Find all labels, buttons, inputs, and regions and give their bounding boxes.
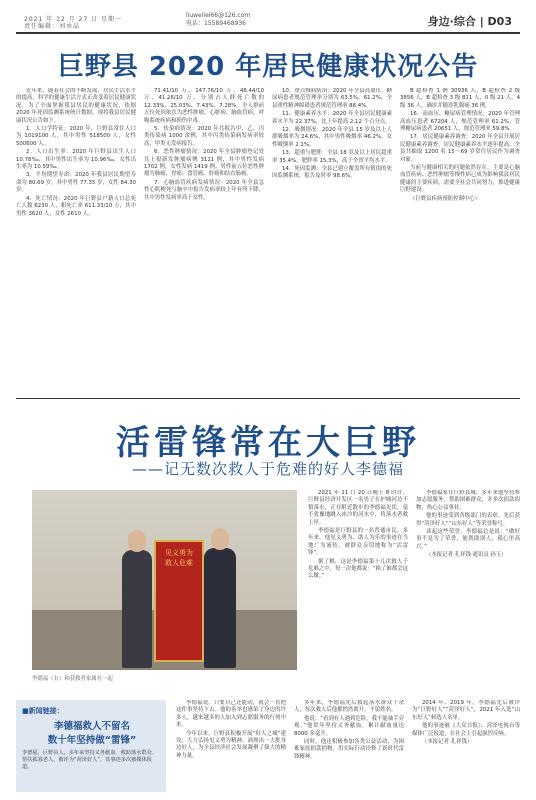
byline: （本报记者 孔祥钱） xyxy=(422,739,473,746)
email-line: liuweilei66@126.com xyxy=(186,12,251,19)
paragraph: 2．人口出生率：2020 年巨野县出生人口 10.78‰，其中男性出生率为 10.96‰，女性出生率为 10.59‰。 xyxy=(16,149,136,171)
date-line: 2021 年 12 月 27 日 星期一 xyxy=(24,16,122,23)
article2-subheadline: ——记无数次救人于危难的好人李德福 xyxy=(131,460,404,478)
paragraph: 2021 年 11 月 20 日晚上 8 时许，巨野县经济开发区一名男子在护城河边不慎落水，正在附近散步的李德福见状，毫不犹豫地跳入冰冷的河水中，将落水者救上岸。 xyxy=(308,490,408,526)
honor-banner xyxy=(154,540,204,662)
paragraph: 近年来，随着社会的不断发展，居民生活水平的提高，科学的健康生活方式正改变着居民健康状况。为了全面掌握我县居民的健康状况，依据 2020 年死因监测系统统计数据，现将我县居民健康状况公告如下。 xyxy=(16,88,136,124)
paragraph: 李德福说，只要自己还能动，就会一直把这件事坚持下去。他的善举也感染了身边的许多人，越来越多的人加入到志愿服务的行列中来。 xyxy=(176,700,286,729)
paragraph: B 超检查 1 例 30936 人，B 超检查 2 级 3856 人，B 超检查 3 级 811 人，0 级 21 人，4 级 36 人，确诊并随诊乳腺癌 36 例。 xyxy=(400,88,520,109)
paragraph: 同时，他还积极参加各类公益活动，为困难家庭捐款捐物，用实际行动诠释了新时代雷锋精神。 xyxy=(294,739,404,760)
paragraph: 今年以来，巨野县积极开展“好人之城”建设，大力弘扬见义勇为精神，涌现出一大批身边好人，为全县经济社会发展凝聚了强大的精神力量。 xyxy=(176,730,286,759)
article-divider xyxy=(16,398,520,399)
byline: （本报记者 孔祥钱 通讯员 孙玉） xyxy=(426,552,507,559)
article2-column-1 xyxy=(308,490,408,690)
newspaper-page xyxy=(16,10,520,792)
news-link-box xyxy=(16,700,166,792)
paragraph: （巨野县疾病预防控制中心） xyxy=(410,195,481,202)
paragraph: 他说：“看到有人遇到危险，我不能袖手旁观。”他常年坚持义务献血，累计献血量达 8000 多毫升。 xyxy=(294,715,404,737)
paragraph: 据了解，这是李德福第十几次救人于危难之中，每一次他都说：“换了谁都会这么做。” xyxy=(308,558,408,580)
header-rule xyxy=(16,32,520,34)
paragraph: 李德福是巨野县的一名普通市民，多年来，他见义勇为、助人为乐的事迹在当地广为流传，被群众亲切地称为“活雷锋”。 xyxy=(308,528,408,557)
paragraph: 71.41/10 万、147.76/10 万、46.44/10 万、41.26/10 万，分别占人群死亡数的 12.33%、25.03%、7.43%、7.28%。全人群前五位死因依次为恶性肿瘤、心脏病、脑血管病、呼吸系统疾病和损伤中毒。 xyxy=(144,88,264,124)
paragraph: 他的事迹受到各级部门的表彰，先后获得“菏泽好人”“山东好人”等荣誉称号。 xyxy=(416,513,520,527)
page-number-separator: | xyxy=(479,15,488,28)
news-link-body: 李德福，巨野县人，多年来坚持义务献血、救助落水群众、帮扶孤寡老人，被评为“菏泽好人”，其事迹多次被媒体报道。 xyxy=(22,750,157,770)
paragraph: 17．居民健康素养调查：2020 年全县开展居民健康素养调查，居民健康素养水平逐年提高，全县共抽取 1200 名 15～69 岁常住居民作为调查对象。 xyxy=(400,134,520,163)
person-left xyxy=(122,550,152,668)
paragraph: 10．重点慢病防治：2020 年全县高血压、糖尿病患者规范管理率分别为 63.5%、61.2%，全县重性精神障碍患者规范管理率 86.4%。 xyxy=(272,88,392,109)
paragraph: 13．超重与肥胖：全县 18 岁及以上居民超重率 35.4%，肥胖率 15.3%，高于全省平均水平。 xyxy=(272,150,392,164)
photo-caption: 李德福（右）和获救者家属在一起 xyxy=(32,676,113,682)
paragraph: 4．死亡情况：2020 年巨野县户籍人口总死亡人数 6230 人，粗死亡率 611.33/10 万，其中男性 3620 人，女性 2610 人。 xyxy=(16,195,136,217)
editor-line: 责任编辑：刘承晶 xyxy=(24,23,81,30)
article1-headline: 巨野县 2020 年居民健康状况公告 xyxy=(57,52,479,82)
article1-column-4 xyxy=(400,88,520,388)
news-link-title: 李德福救人不留名 数十年坚持做“雷锋” xyxy=(47,721,137,746)
paragraph: 5．传染病情况：2020 年共报告甲、乙、丙类传染病 1000 余例，其中丙类传染病发病率较高，甲类无发病报告。 xyxy=(144,126,264,147)
article2-column-2 xyxy=(416,490,520,690)
page-number: D03 xyxy=(487,15,512,28)
section-label xyxy=(428,13,512,29)
page-header xyxy=(16,10,520,30)
article1-column-2 xyxy=(144,88,264,388)
paragraph: 谈起这些荣誉，李德福总是说：“做好事不是为了荣誉，能帮助别人，我心里高兴。” xyxy=(416,529,520,550)
paragraph: 他的事迹被《大众日报》、菏泽电视台等媒体广泛报道，在社会上引起强烈反响。 xyxy=(412,723,520,737)
news-photo xyxy=(32,490,297,670)
person-right-head xyxy=(211,528,229,550)
article1-column-3 xyxy=(272,88,392,388)
section-title: 身边·综合 xyxy=(427,15,476,28)
paragraph: 1．人口学特征：2020 年，巨野县常住人口为 1019100 人，其中男性 518500 人，女性 500600 人。 xyxy=(16,126,136,147)
paragraph: 2014 年、2019 年，李德福先后被评为“巨野好人”“菏泽好人”，2021 年入选“山东好人”候选人名单。 xyxy=(412,700,520,721)
phone-line: 电话：15589468936 xyxy=(186,20,246,27)
article2-extra-column-b xyxy=(412,700,520,792)
paragraph: 12．吸烟情况：2020 年全县 15 岁及以上人群吸烟率为 24.6%，其中男性吸烟率 46.2%，女性吸烟率 2.1%。 xyxy=(272,127,392,148)
article2-extra-column-a xyxy=(294,700,404,792)
paragraph: 多年来，李德福先后救起落水群众十余人，每次救人后他都悄然离开，不留姓名。 xyxy=(294,700,404,714)
paragraph: 16．高血压、糖尿病管理情况：2020 年管理高血压患者 67204 人，规范管理率 61.2%；管理糖尿病患者 20651 人，规范管理率 59.8%。 xyxy=(400,111,520,133)
paragraph: 7．心脑血管疾病发病情况：2020 年全县急性心肌梗死与脑卒中报告发病率较上年有所下降，其中男性发病率高于女性。 xyxy=(144,179,264,201)
paragraph: 14．死因监测：全县已建立覆盖所有镇街的死因监测系统，报告及时率 98.6%。 xyxy=(272,166,392,180)
person-left-head xyxy=(128,530,146,552)
banner-text: 见义勇为 救人危难 xyxy=(165,549,193,567)
news-link-tag: ■新闻链接： xyxy=(22,707,64,715)
paragraph: 李德福家住巨野县城，多年来他坚持参加志愿服务，帮助困难群众，并多次捐款捐物，热心公益事业。 xyxy=(416,490,520,511)
paragraph: 11．健康素养水平：2020 年全县居民健康素养水平为 22.37%，比上年提高 2.12 个百分点。 xyxy=(272,111,392,125)
person-right xyxy=(204,548,236,668)
article2-column-3 xyxy=(176,700,286,792)
article1-column-1 xyxy=(16,88,136,388)
paragraph: 3．平均期望寿命：2020 年我县居民期望寿命为 80.69 岁，其中男性 77.35 岁，女性 84.30 岁。 xyxy=(16,172,136,194)
paragraph: 当前与健康相关的问题依然存在，主要是心脑血管疾病、恶性肿瘤等慢性病已成为影响我县居民健康的主要疾病，需要全社会共同努力，推进健康巨野建设。 xyxy=(400,165,520,194)
article2-headline: 活雷锋常在大巨野 xyxy=(116,423,420,463)
paragraph: 6．恶性肿瘤情况：2020 年全县肿瘤登记处共上报新发肿瘤病例 3121 例，其中男性发病 1702 例，女性发病 1419 例。男性前五位恶性肿瘤为肺癌、胃癌、食管癌、肝癌和结直肠癌。 xyxy=(144,149,264,178)
